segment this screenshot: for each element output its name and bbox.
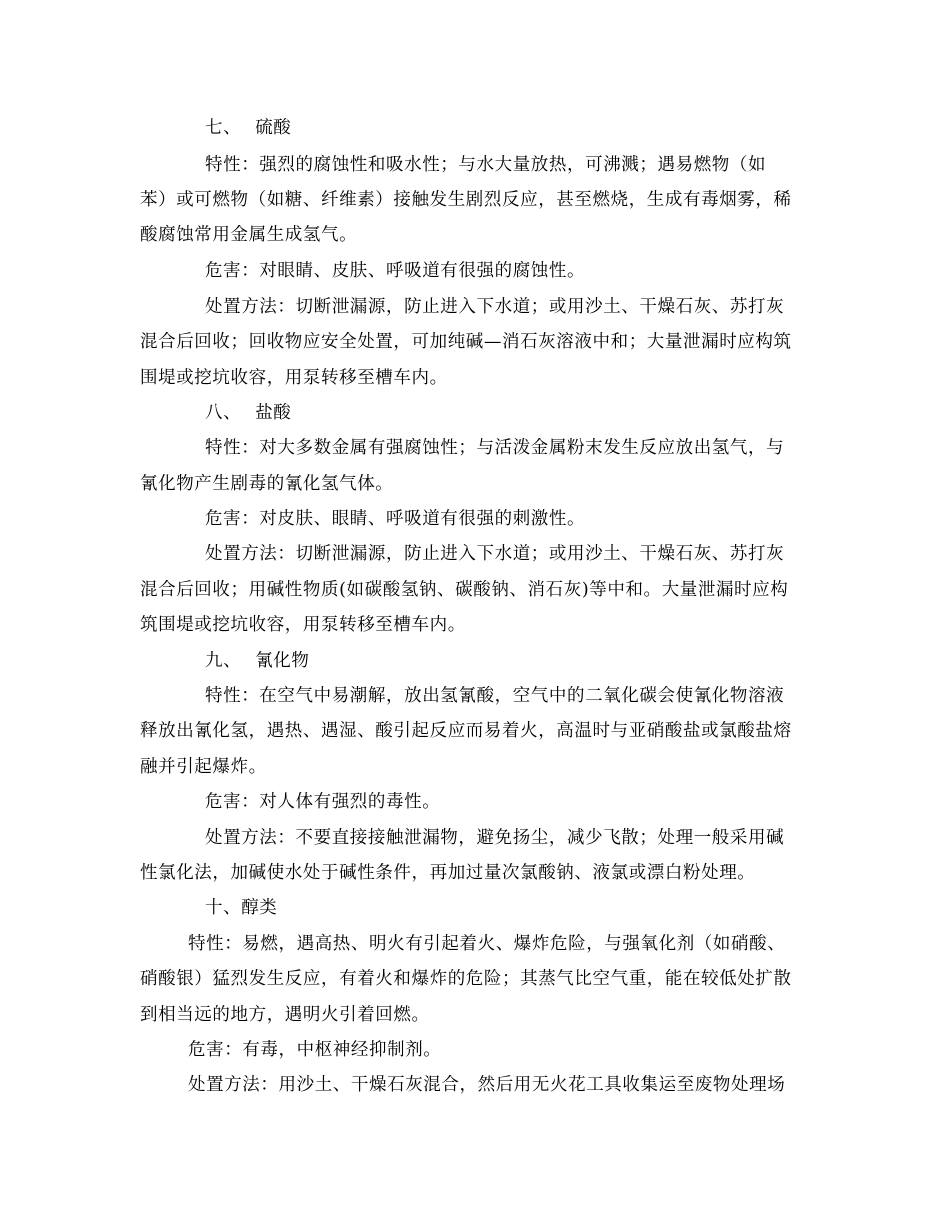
- properties-line: 特性：易燃，遇高热、明火有引起着火、爆炸危险，与强氧化剂（如硝酸、: [188, 934, 786, 954]
- properties-line: 硝酸银）猛烈发生反应，有着火和爆炸的危险；其蒸气比空气重，能在较低处扩散: [140, 969, 792, 989]
- disposal-line: 处置方法：用沙土、干燥石灰混合，然后用无火花工具收集运至废物处理场: [188, 1075, 786, 1095]
- disposal-line: 性氯化法，加碱使水处于碱性条件，再加过量次氯酸钠、液氯或漂白粉处理。: [140, 863, 756, 883]
- section-heading-sulfuric-acid: [205, 117, 291, 139]
- properties-line: 释放出氰化氢，遇热、遇湿、酸引起反应而易着火，高温时与亚硝酸盐或氯酸盐熔: [140, 721, 792, 741]
- section-number: 七、: [205, 118, 242, 138]
- section-title: 氰化物: [255, 651, 310, 671]
- properties-line: 酸腐蚀常用金属生成氢气。: [140, 225, 358, 245]
- disposal-line: 筑围堤或挖坑收容，用泵转移至槽车内。: [140, 615, 466, 635]
- section-heading-alcohols: [205, 897, 277, 919]
- disposal-line: 混合后回收；回收物应安全处置，可加纯碱—消石灰溶液中和；大量泄漏时应构筑: [140, 332, 792, 352]
- disposal-line: 处置方法：不要直接接触泄漏物，避免扬尘，减少飞散；处理一般采用碱: [205, 828, 785, 848]
- hazard-line: 危害：对眼睛、皮肤、呼吸道有很强的腐蚀性。: [205, 261, 586, 281]
- properties-line: 特性：在空气中易潮解，放出氢氰酸，空气中的二氧化碳会使氰化物溶液: [205, 686, 785, 706]
- disposal-line: 处置方法：切断泄漏源，防止进入下水道；或用沙土、干燥石灰、苏打灰: [205, 544, 785, 564]
- section-number: 八、: [205, 403, 242, 423]
- section-title: 盐酸: [255, 403, 292, 423]
- properties-line: 到相当远的地方，遇明火引着回燃。: [140, 1005, 430, 1025]
- disposal-line: 混合后回收；用碱性物质(如碳酸氢钠、碳酸钠、消石灰)等中和。大量泄漏时应构: [140, 580, 789, 600]
- properties-line: 氰化物产生剧毒的氰化氢气体。: [140, 474, 394, 494]
- properties-line: 特性：强烈的腐蚀性和吸水性；与水大量放热，可沸溅；遇易燃物（如: [205, 155, 767, 175]
- section-number: 九、: [205, 651, 242, 671]
- section-heading-hydrochloric-acid: [205, 402, 291, 424]
- properties-line: 融并引起爆炸。: [140, 757, 267, 777]
- disposal-line: 处置方法：切断泄漏源，防止进入下水道；或用沙土、干燥石灰、苏打灰: [205, 297, 785, 317]
- properties-line: 特性：对大多数金属有强腐蚀性；与活泼金属粉末发生反应放出氢气，与: [205, 438, 785, 458]
- hazard-line: 危害：对人体有强烈的毒性。: [205, 792, 441, 812]
- section-title: 硫酸: [255, 118, 292, 138]
- properties-line: 苯）或可燃物（如糖、纤维素）接触发生剧烈反应，甚至燃烧，生成有毒烟雾，稀: [140, 190, 792, 210]
- hazard-line: 危害：对皮肤、眼睛、呼吸道有很强的刺激性。: [205, 509, 586, 529]
- section-heading-cyanide: [205, 650, 310, 672]
- disposal-line: 围堤或挖坑收容，用泵转移至槽车内。: [140, 368, 448, 388]
- hazard-line: 危害：有毒，中枢神经抑制剂。: [188, 1040, 442, 1060]
- section-title: 十、醇类: [205, 898, 278, 918]
